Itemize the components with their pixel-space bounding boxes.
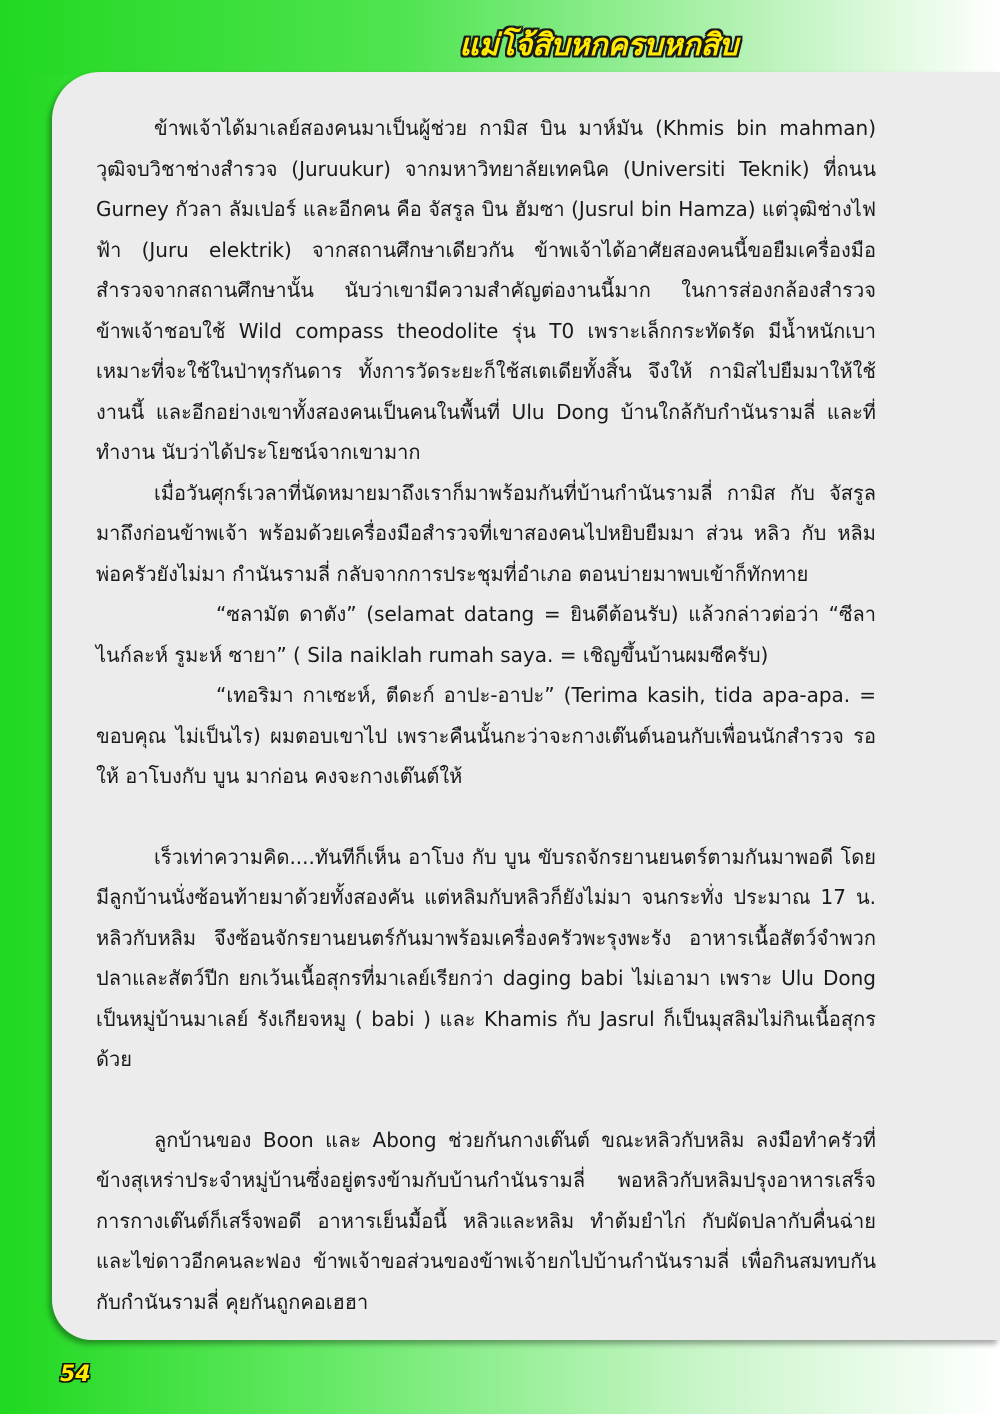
- paragraph-gap: [96, 1080, 876, 1120]
- paragraph-5: เร็วเท่าความคิด....ทันทีก็เห็น อาโบง กับ บูน ขับรถจักรยานยนตร์ตามกันมาพอดี โดยมีลูกบ้านนั่งซ้อนท้ายมาด้วยทั้งสองคัน แต่หลิมกับหลิวก็ยังไม่มา จนกระทั่ง ประมาณ 17 น. หลิวกับหลิม จึงซ้อนจักรยานยนตร์กันมาพร้อมเครื่องครัวพะรุงพะรัง อาหารเนื้อสัตว์จำพวกปลาและสัตว์ปีก ยกเว้นเนื้อสุกรที่มาเลย์เรียกว่า daging babi ไม่เอามา เพราะ Ulu Dong เป็นหมู่บ้านมาเลย์ รังเกียจหมู ( babi ) และ Khamis กับ Jasrul ก็เป็นมุสลิมไม่กินเนื้อสุกรด้วย: [96, 844, 876, 1071]
- paragraph-6: ลูกบ้านของ Boon และ Abong ช่วยกันกางเต๊นต์ ขณะหลิวกับหลิม ลงมือทำครัวที่ข้างสุเหร่าประจำหมู่บ้านซึ่งอยู่ตรงข้ามกับบ้านกำนันรามลี่ พอหลิวกับหลิมปรุงอาหารเสร็จการกางเต๊นต์ก็เสร็จพอดี อาหารเย็นมื้อนี้ หลิวและหลิม ทำต้มยำไก่ กับผัดปลากับคื่นฉ่าย และไข่ดาวอีกคนละฟอง ข้าพเจ้าขอส่วนของข้าพเจ้ายกไปบ้านกำนันรามลี่ เพื่อกินสมทบกันกับกำนันรามลี่ คุยกันถูกคอเฮฮา: [96, 1127, 876, 1314]
- page-number: 54: [60, 1362, 91, 1387]
- paragraph-1: ข้าพเจ้าได้มาเลย์สองคนมาเป็นผู้ช่วย กามิส บิน มาห์มัน (Khmis bin mahman) วุฒิจบวิชาช่างสำรวจ (Juruukur) จากมหาวิทยาลัยเทคนิค (Universiti Teknik) ที่ถนน Gurney กัวลา ลัมเปอร์ และอีกคน คือ จัสรูล บิน ฮัมซา (Jusrul bin Hamza) แต่วุฒิช่างไฟฟ้า (Juru elektrik) จากสถานศึกษาเดียวกัน ข้าพเจ้าได้อาศัยสองคนนี้ขอยืมเครื่องมือสำรวจจากสถานศึกษานั้น นับว่าเขามีความสำคัญต่องานนี้มาก ในการส่องกล้องสำรวจข้าพเจ้าชอบใช้ Wild compass theodolite รุ่น T0 เพราะเล็กกระทัดรัด มีน้ำหนักเบาเหมาะที่จะใช้ในป่าทุรกันดาร ทั้งการวัดระยะก็ใช้สเตเดียทั้งสิ้น จึงให้ กามิสไปยืมมาให้ใช้งานนี้ และอีกอย่างเขาทั้งสองคนเป็นคนในพื้นที่ Ulu Dong บ้านใกล้กับกำนันรามลี่ และที่ทำงาน นับว่าได้ประโยชน์จากเขามาก: [96, 116, 876, 464]
- paragraph-3-greeting: “ซลามัต ดาตัง” (selamat datang = ยินดีต้อนรับ) แล้วกล่าวต่อว่า “ซีลา ไนก์ละห์ รูมะห์ ซายา” ( Sila naiklah rumah saya. = เชิญขึ้นบ้านผมซีครับ): [96, 602, 876, 667]
- page-header-title: แม่โจ้สิบหกครบหกสิบ: [459, 28, 738, 63]
- paragraph-4-reply: “เทอริมา กาเซะห์, ตีดะก์ อาปะ-อาปะ” (Terima kasih, tida apa-apa. = ขอบคุณ ไม่เป็นไร) ผมตอบเขาไป เพราะคืนนั้นกะว่าจะกางเต๊นต์นอนกับเพื่อนนักสำรวจ รอให้ อาโบงกับ บูน มาก่อน คงจะกางเต๊นต์ให้: [96, 683, 876, 788]
- article-body: [96, 108, 876, 1322]
- paragraph-gap: [96, 797, 876, 837]
- paragraph-2: เมื่อวันศุกร์เวลาที่นัดหมายมาถึงเราก็มาพร้อมกันที่บ้านกำนันรามลี่ กามิส กับ จัสรูล มาถึงก่อนข้าพเจ้า พร้อมด้วยเครื่องมือสำรวจที่เขาสองคนไปหยิบยืมมา ส่วน หลิว กับ หลิม พ่อครัวยังไม่มา กำนันรามลี่ กลับจากการประชุมที่อำเภอ ตอนบ่ายมาพบเข้าก็ทักทาย: [96, 480, 876, 586]
